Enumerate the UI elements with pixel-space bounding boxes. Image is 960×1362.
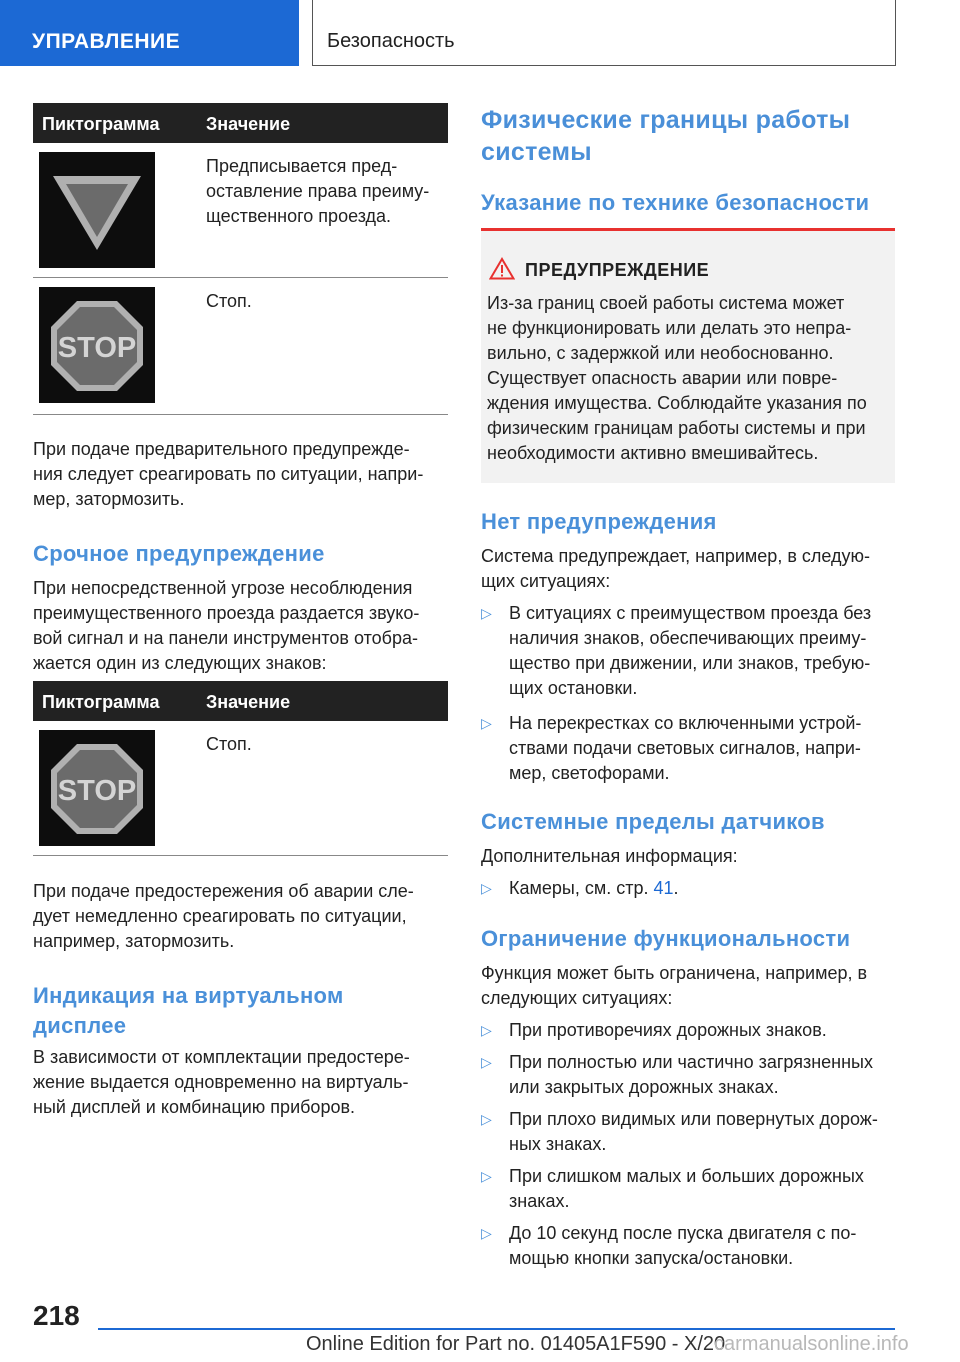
table-row (33, 278, 448, 415)
heading-functional-limits: Ограничение функциональности (481, 926, 851, 951)
chapter-title: УПРАВЛЕНИЕ (0, 0, 299, 66)
warning-box (481, 228, 895, 483)
heading-no-warning: Нет предупреждения (481, 509, 717, 534)
bullet-triangle-icon: ▷ (481, 605, 492, 621)
meaning-text: Предписывается пред- оставление права преиму- щественного проезда. (206, 156, 430, 226)
pictogram-table-2 (33, 681, 448, 856)
table-header (33, 103, 448, 143)
yield-sign-icon (39, 152, 155, 268)
list-item: ▷ На перекрестках со включенными устрой- ствами подачи световых сигналов, напри- мер, светофорами. (481, 713, 862, 783)
list-item: ▷ До 10 секунд после пуска двигателя с по- мощью кнопки запуска/остановки. (481, 1223, 857, 1268)
footer-watermark: carmanualsonline.info (714, 1333, 909, 1355)
footer-edition: Online Edition for Part no. 01405A1F590 - X/20 (306, 1333, 726, 1355)
stop-sign-label: STOP (57, 775, 137, 807)
list-item: ▷ При плохо видимых или повернутых дорож- ных знаках. (481, 1109, 878, 1154)
bullet-triangle-icon: ▷ (481, 1054, 492, 1070)
warning-text: Из-за границ своей работы система может не функционировать или делать это непра- вильно, с задержкой или необоснованно. Существует опасность аварии или повре- ждения имущества. Соблюдайте указания по физическим границам работы системы и при необходимости активно вмешивайтесь. (487, 293, 867, 463)
paragraph-collision-warning: При подаче предостережения об аварии сле- дует немедленно среагировать по ситуации, например, затормозить. (33, 881, 414, 951)
heading-sensor-limits: Системные пределы датчиков (481, 809, 825, 834)
bullet-triangle-icon: ▷ (481, 715, 492, 731)
table-header (33, 681, 448, 721)
list-item: ▷ При противоречиях дорожных знаков. (481, 1018, 895, 1043)
page-header (0, 0, 960, 66)
meaning-text: Стоп. (206, 734, 252, 754)
table-row (33, 143, 448, 278)
header-pictogram: Пиктограмма (42, 114, 160, 134)
paragraph-functional-limits: Функция может быть ограничена, например, в следующих ситуациях: (481, 963, 868, 1008)
footer-divider (98, 1328, 895, 1330)
list-item: ▷ При полностью или частично загрязненных или закрытых дорожных знаках. (481, 1052, 873, 1097)
stop-sign-label: STOP (57, 332, 137, 364)
heading-urgent-warning: Срочное предупреждение (33, 541, 325, 566)
paragraph-virtual-display: В зависимости от комплектации предостере- жение выдается одновременно на виртуаль- ный дисплей и комбинацию приборов. (33, 1047, 410, 1117)
list-item: ▷ Камеры, см. стр. 41. (481, 876, 895, 901)
section-title: Безопасность (312, 0, 896, 66)
heading-physical-limits: Физические границы работы системы (481, 106, 851, 166)
header-meaning: Значение (206, 692, 291, 712)
bullet-triangle-icon: ▷ (481, 1111, 492, 1127)
bullet-triangle-icon: ▷ (481, 1168, 492, 1184)
heading-virtual-display: Индикация на виртуальном дисплее (33, 983, 344, 1038)
page-number: 218 (33, 1300, 80, 1331)
table-row (33, 721, 448, 856)
paragraph-no-warning: Система предупреждает, например, в следую- щих ситуациях: (481, 546, 870, 591)
header-pictogram: Пиктограмма (42, 692, 160, 712)
heading-safety-note: Указание по технике безопасности (481, 190, 870, 215)
paragraph-sensor-limits: Дополнительная информация: (481, 846, 738, 866)
bullet-triangle-icon: ▷ (481, 880, 492, 896)
stop-sign-icon (39, 287, 155, 403)
meaning-text: Стоп. (206, 291, 252, 311)
warning-title: ПРЕДУПРЕЖДЕНИЕ (525, 260, 710, 280)
paragraph-pre-warning: При подаче предварительного предупрежде- ния следует среагировать по ситуации, напри- мер, затормозить. (33, 439, 424, 509)
stop-sign-icon (39, 730, 155, 846)
pictogram-table-1 (33, 103, 448, 415)
bullet-triangle-icon: ▷ (481, 1022, 492, 1038)
header-meaning: Значение (206, 114, 291, 134)
paragraph-urgent-warning: При непосредственной угрозе несоблюдения преимущественного проезда раздается звуко- вой сигнал и на панели инструментов отобра- жается один из следующих знаков: (33, 578, 420, 673)
bullet-triangle-icon: ▷ (481, 1225, 492, 1241)
list-item: ▷ При слишком малых и больших дорожных знаках. (481, 1166, 864, 1211)
warning-triangle-icon (489, 257, 515, 280)
list-item: ▷ В ситуациях с преимуществом проезда без наличия знаков, обеспечивающих преиму- щество при движении, или знаков, требую- щих остановки. (481, 603, 872, 698)
page-link[interactable]: 41 (653, 878, 674, 898)
